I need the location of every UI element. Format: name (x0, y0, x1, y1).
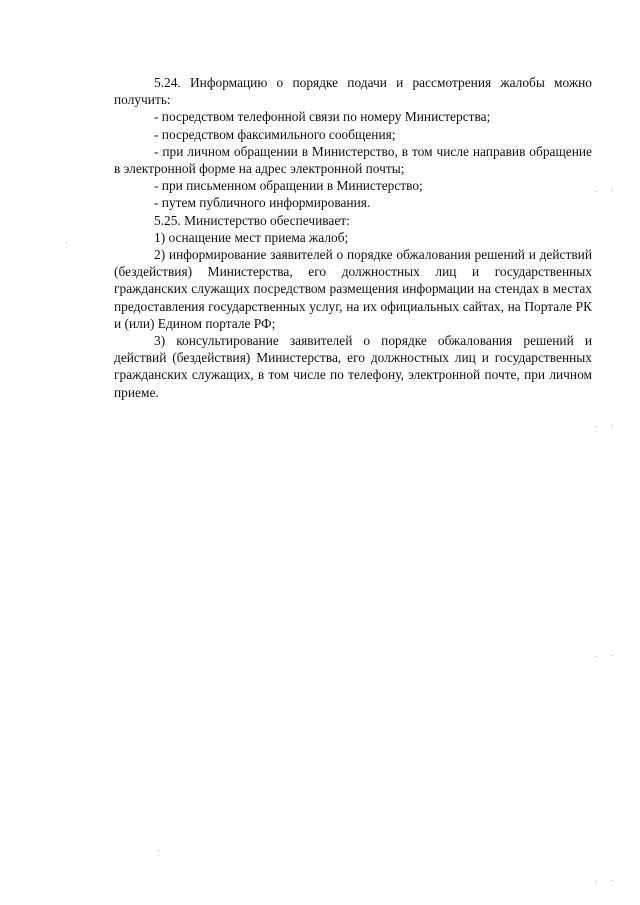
list-item-fax: - посредством факсимильного сообщения; (154, 126, 396, 142)
scan-speck (596, 881, 597, 882)
list-item-phone: - посредством телефонной связи по номеру Министерства; (154, 109, 491, 125)
paragraph-5-25-intro: 5.25. Министерство обеспечивает: (154, 212, 350, 228)
scan-speck (612, 880, 613, 881)
scan-speck (596, 656, 597, 657)
list-item-equipment: 1) оснащение мест приема жалоб; (154, 229, 349, 245)
list-item-public-info: - путем публичного информирования. (154, 195, 371, 211)
list-item-consulting: 3) консультирование заявителей о порядке обжалования решений и действий (бездействия) Министерства, его должностных лиц и государственных гражданских служащих, в том числе по телефону, электронной почте, при личном приеме. (114, 333, 592, 400)
paragraph-5-24-intro: 5.24. Информацию о порядке подачи и рассмотрения жалобы можно получить: (114, 75, 592, 108)
scan-speck (596, 426, 597, 427)
scan-speck (66, 242, 67, 243)
list-item-written-request: - при письменном обращении в Министерство; (154, 178, 423, 194)
scan-speck (612, 190, 613, 191)
list-item-informing: 2) информирование заявителей о порядке обжалования решений и действий (бездействия) Министерства, его должностных лиц и государственных гражданских служащих посредством размещения информации на стендах в местах предоставления государственных услуг, на их официальных сайтах, на Портале РК и (или) Едином портале РФ; (114, 247, 592, 331)
scan-speck (158, 850, 159, 851)
document-body (114, 74, 592, 401)
scan-speck (612, 425, 613, 426)
scan-speck (612, 655, 613, 656)
scan-speck (596, 191, 597, 192)
list-item-personal-visit: - при личном обращении в Министерство, в том числе направив обращение в электронной форме на адрес электронной почты; (114, 143, 592, 177)
